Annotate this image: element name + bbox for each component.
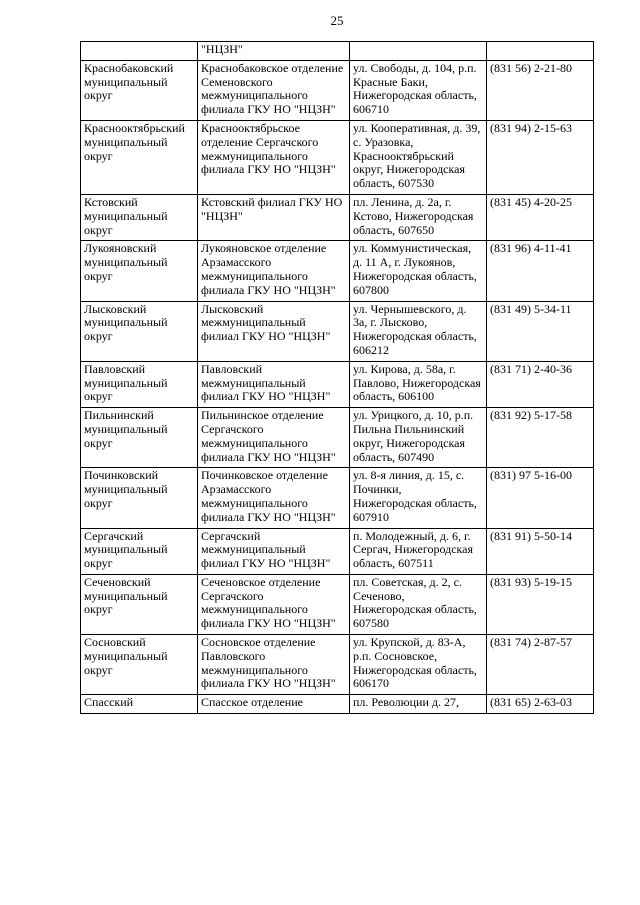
address-cell: ул. Свободы, д. 104, р.п. Красные Баки, Нижегородская область, 606710 xyxy=(350,60,487,120)
table-row xyxy=(81,361,594,407)
district-cell: Павловский муниципальный округ xyxy=(81,361,198,407)
table-row xyxy=(81,635,594,695)
address-cell: п. Молодежный, д. 6, г. Сергач, Нижегородская область, 607511 xyxy=(350,528,487,574)
organization-cell: Спасское отделение xyxy=(198,695,350,714)
organization-cell: Починковское отделение Арзамасского межмуниципального филиала ГКУ НО "НЦЗН" xyxy=(198,468,350,528)
phone-cell: (831 92) 5-17-58 xyxy=(487,408,594,468)
district-cell: Сеченовский муниципальный округ xyxy=(81,574,198,634)
district-cell: Пильнинский муниципальный округ xyxy=(81,408,198,468)
organization-cell: Пильнинское отделение Сергачского межмуниципального филиала ГКУ НО "НЦЗН" xyxy=(198,408,350,468)
district-cell: Краснооктябрьский муниципальный округ xyxy=(81,120,198,194)
table-row xyxy=(81,241,594,301)
table-row xyxy=(81,194,594,240)
organization-cell: Краснобаковское отделение Семеновского межмуниципального филиала ГКУ НО "НЦЗН" xyxy=(198,60,350,120)
organization-cell: Сергачский межмуниципальный филиал ГКУ НО "НЦЗН" xyxy=(198,528,350,574)
organization-cell: Павловский межмуниципальный филиал ГКУ НО "НЦЗН" xyxy=(198,361,350,407)
phone-cell: (831 45) 4-20-25 xyxy=(487,194,594,240)
phone-cell: (831 49) 5-34-11 xyxy=(487,301,594,361)
organization-cell: "НЦЗН" xyxy=(198,42,350,61)
address-cell: ул. Чернышевского, д. 3а, г. Лысково, Нижегородская область, 606212 xyxy=(350,301,487,361)
phone-cell: (831 96) 4-11-41 xyxy=(487,241,594,301)
organization-cell: Краснооктябрьское отделение Сергачского межмуниципального филиала ГКУ НО "НЦЗН" xyxy=(198,120,350,194)
table-row-continuation xyxy=(81,42,594,61)
table-row xyxy=(81,574,594,634)
address-cell: пл. Революции д. 27, xyxy=(350,695,487,714)
organization-cell: Сосновское отделение Павловского межмуниципального филиала ГКУ НО "НЦЗН" xyxy=(198,635,350,695)
address-cell: ул. Коммунистическая, д. 11 А, г. Лукоянов, Нижегородская область, 607800 xyxy=(350,241,487,301)
phone-cell: (831 91) 5-50-14 xyxy=(487,528,594,574)
address-cell: ул. Крупской, д. 83-А, р.п. Сосновское, Нижегородская область, 606170 xyxy=(350,635,487,695)
address-cell: пл. Советская, д. 2, с. Сеченово, Нижегородская область, 607580 xyxy=(350,574,487,634)
organization-cell: Кстовский филиал ГКУ НО "НЦЗН" xyxy=(198,194,350,240)
address-cell: ул. 8-я линия, д. 15, с. Починки, Нижегородская область, 607910 xyxy=(350,468,487,528)
phone-cell: (831 74) 2-87-57 xyxy=(487,635,594,695)
phone-cell: (831 65) 2-63-03 xyxy=(487,695,594,714)
phone-cell: (831 94) 2-15-63 xyxy=(487,120,594,194)
phone-cell: (831 93) 5-19-15 xyxy=(487,574,594,634)
page-number: 25 xyxy=(330,13,344,28)
address-cell: пл. Ленина, д. 2а, г. Кстово, Нижегородская область, 607650 xyxy=(350,194,487,240)
organization-cell: Лысковский межмуниципальный филиал ГКУ НО "НЦЗН" xyxy=(198,301,350,361)
phone-cell: (831 56) 2-21-80 xyxy=(487,60,594,120)
district-cell: Краснобаковский муниципальный округ xyxy=(81,60,198,120)
table-row xyxy=(81,120,594,194)
district-cell: Кстовский муниципальный округ xyxy=(81,194,198,240)
district-cell: Лукояновский муниципальный округ xyxy=(81,241,198,301)
phone-cell xyxy=(487,42,594,61)
district-cell: Лысковский муниципальный округ xyxy=(81,301,198,361)
table-row xyxy=(81,60,594,120)
address-cell: ул. Кооперативная, д. 39, с. Уразовка, Краснооктябрьский округ, Нижегородская область, 607530 xyxy=(350,120,487,194)
phone-cell: (831) 97 5-16-00 xyxy=(487,468,594,528)
table-row xyxy=(81,528,594,574)
contacts-table xyxy=(80,41,594,714)
organization-cell: Сеченовское отделение Сергачского межмуниципального филиала ГКУ НО "НЦЗН" xyxy=(198,574,350,634)
address-cell: ул. Кирова, д. 58а, г. Павлово, Нижегородская область, 606100 xyxy=(350,361,487,407)
table-row xyxy=(81,468,594,528)
address-cell: ул. Урицкого, д. 10, р.п. Пильна Пильнинский округ, Нижегородская область, 607490 xyxy=(350,408,487,468)
district-cell: Сергачский муниципальный округ xyxy=(81,528,198,574)
district-cell xyxy=(81,42,198,61)
table-row xyxy=(81,695,594,714)
table-row xyxy=(81,408,594,468)
district-cell: Спасский xyxy=(81,695,198,714)
district-cell: Сосновский муниципальный округ xyxy=(81,635,198,695)
address-cell xyxy=(350,42,487,61)
phone-cell: (831 71) 2-40-36 xyxy=(487,361,594,407)
district-cell: Починковский муниципальный округ xyxy=(81,468,198,528)
organization-cell: Лукояновское отделение Арзамасского межмуниципального филиала ГКУ НО "НЦЗН" xyxy=(198,241,350,301)
table-row xyxy=(81,301,594,361)
